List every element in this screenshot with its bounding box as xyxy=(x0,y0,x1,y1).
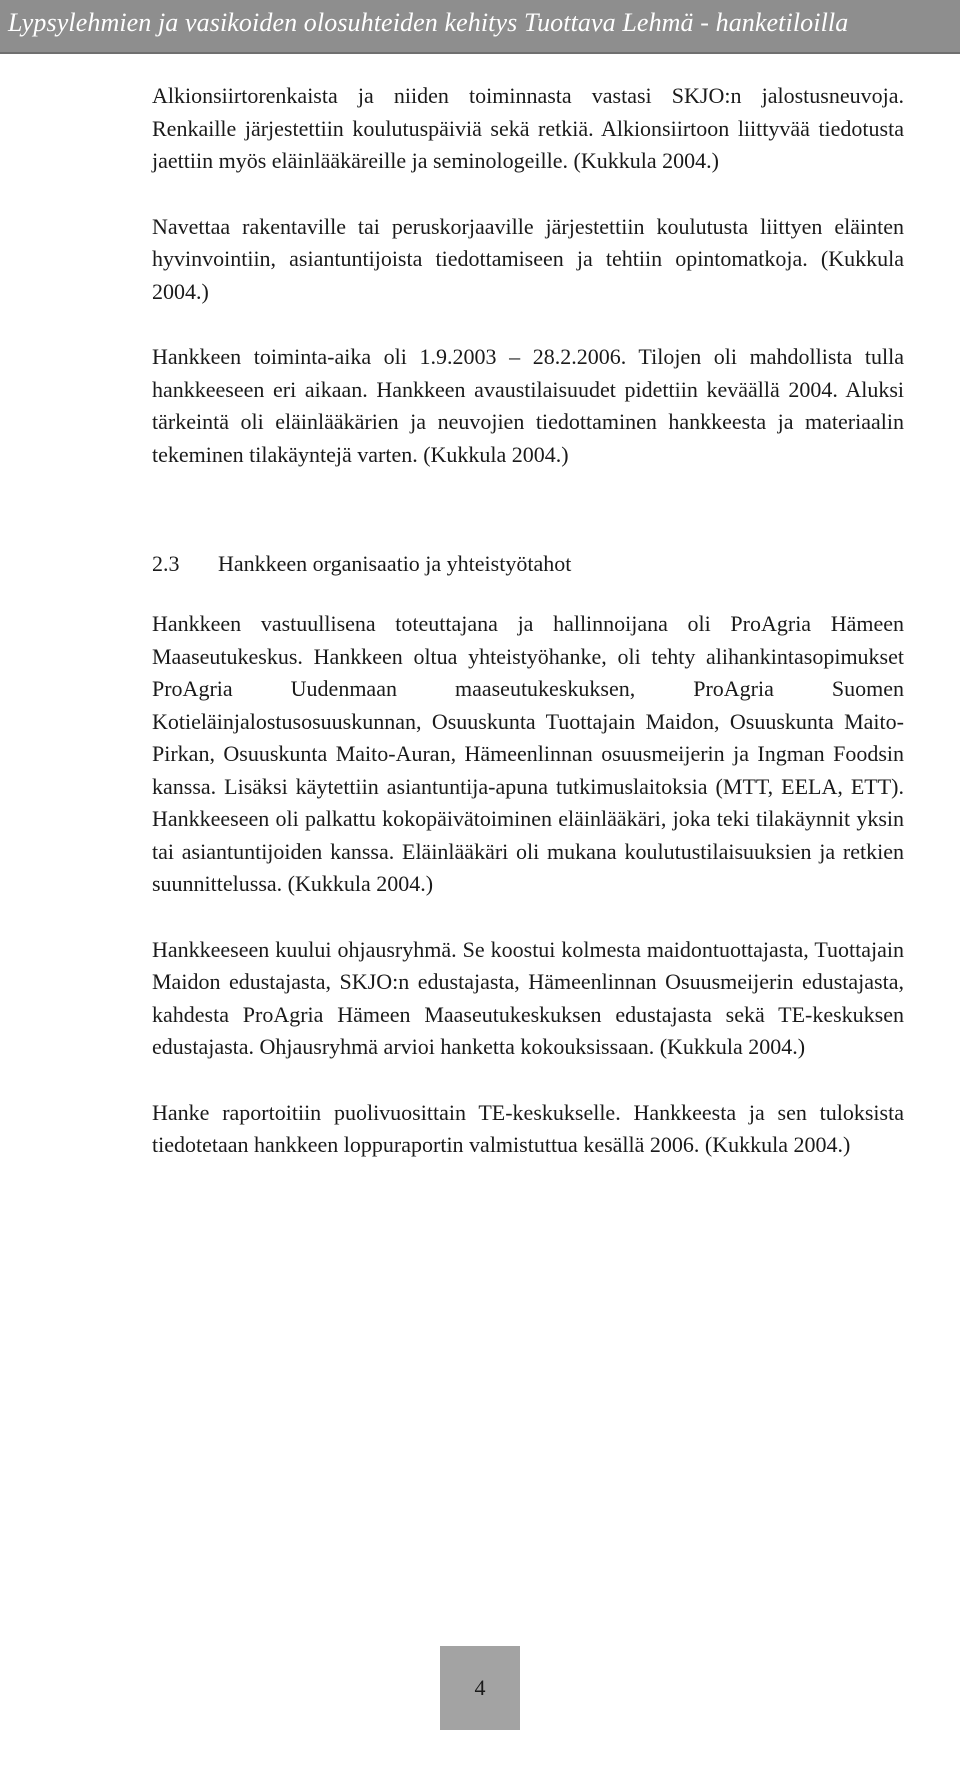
running-header-title: Lypsylehmien ja vasikoiden olosuhteiden kehitys Tuottava Lehmä - hanketiloilla xyxy=(8,8,849,37)
paragraph-alkionsiirto: Alkionsiirtorenkaista ja niiden toiminnasta vastasi SKJO:n jalostusneuvoja. Renkaille järjestettiin koulutuspäiviä sekä retkiä. Alkionsiirtoon liittyvää tiedotusta jaettiin myös eläinlääkäreille ja seminologeille. (Kukkula 2004.) xyxy=(152,83,904,173)
paragraph-toiminta-aika: Hankkeen toiminta-aika oli 1.9.2003 – 28.2.2006. Tilojen oli mahdollista tulla hankkeeseen eri aikaan. Hankkeen avaustilaisuudet pidettiin keväällä 2004. Aluksi tärkeintä oli eläinlääkärien ja neuvojien tiedottaminen hankkeesta ja materiaalin tekeminen tilakäyntejä varten. (Kukkula 2004.) xyxy=(152,344,904,467)
paragraph-ohjausryhma: Hankkeeseen kuului ohjausryhmä. Se koostui kolmesta maidontuottajasta, Tuottajain Maidon edustajasta, SKJO:n edustajasta, Hämeenlinnan Osuusmeijerin edustajasta, kahdesta ProAgria Hämeen Maaseutukeskuksen edustajasta sekä TE-keskuksen edustajasta. Ohjausryhmä arvioi hanketta kokouksissaan. (Kukkula 2004.) xyxy=(152,936,904,1059)
page-number: 4 xyxy=(474,1675,486,1700)
body-text-section xyxy=(152,608,904,1195)
paragraph-raportointi: Hanke raportoitiin puolivuosittain TE-keskukselle. Hankkeesta ja sen tuloksista tiedotetaan hankkeen loppuraportin valmistuttua kesällä 2006. (Kukkula 2004.) xyxy=(152,1099,904,1157)
running-header xyxy=(0,0,960,54)
page-number-box xyxy=(440,1646,520,1730)
paragraph-organisaatio: Hankkeen vastuullisena toteuttajana ja hallinnoijana oli ProAgria Hämeen Maaseutukeskus. Hankkeen oltua yhteistyöhanke, oli tehty alihankintasopimukset ProAgria Uudenmaan maaseutukeskuksen, ProAgria Suomen Kotieläinjalostusosuuskunnan, Osuuskunta Tuottajain Maidon, Osuuskunta Maito-Pirkan, Osuuskunta Maito-Auran, Hämeenlinnan osuusmeijerin ja Ingman Foodsin kanssa. Lisäksi käytettiin asiantuntija-apuna tutkimuslaitoksia (MTT, EELA, ETT). Hankkeeseen oli palkattu kokopäivätoiminen eläinlääkäri, joka teki tilakäynnit yksin tai asiantuntijoiden kanssa. Eläinlääkäri oli mukana koulutustilaisuuksien ja retkien suunnittelussa. (Kukkula 2004.) xyxy=(152,611,904,896)
paragraph-navetta-koulutus: Navettaa rakentaville tai peruskorjaaville järjestettiin koulutusta liittyen eläinten hyvinvointiin, asiantuntijoista tiedottamiseen ja tehtiin opintomatkoja. (Kukkula 2004.) xyxy=(152,213,904,304)
section-title: Hankkeen organisaatio ja yhteistyötahot xyxy=(218,551,572,576)
body-text-top xyxy=(152,80,904,504)
section-number: 2.3 xyxy=(152,551,180,576)
